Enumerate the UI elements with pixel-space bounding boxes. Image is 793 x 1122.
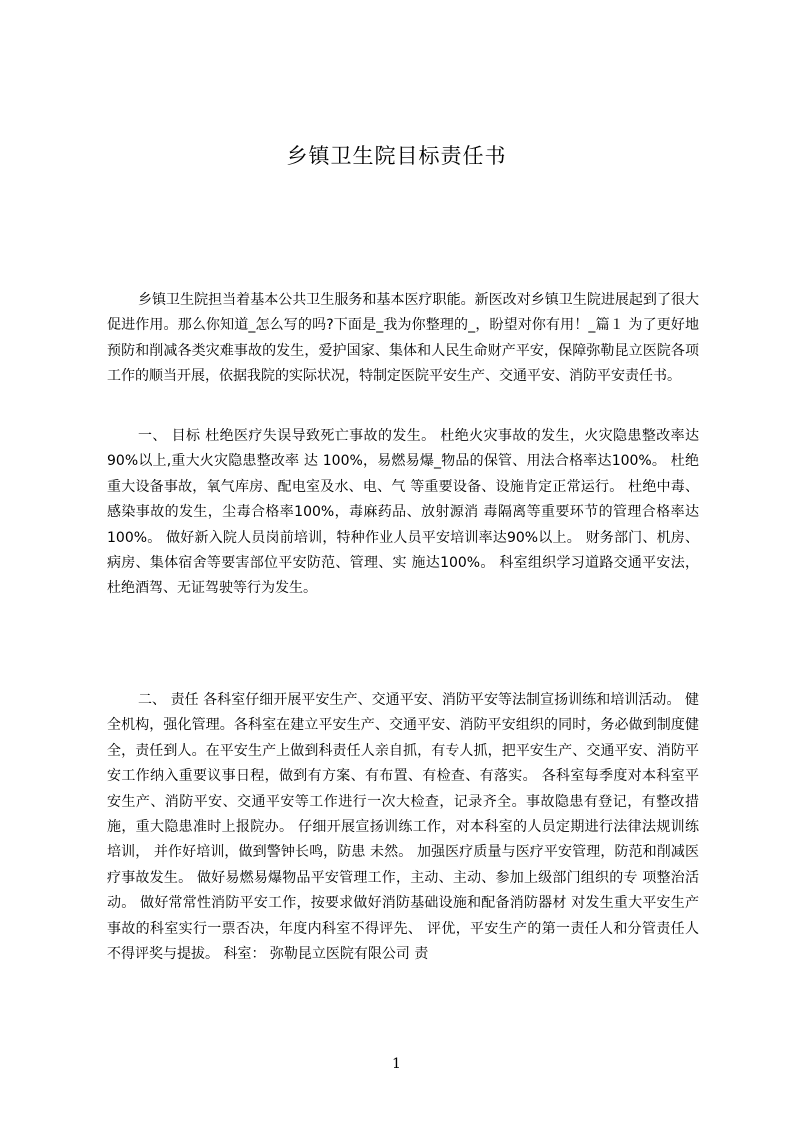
intro-paragraph: 乡镇卫生院担当着基本公共卫生服务和基本医疗职能。新医改对乡镇卫生院进展起到了很大促进作用。那么你知道_怎么写的吗?下面是_我为你整理的_，盼望对你有用！_篇１ 为了更好地预防和削减各类灾难事故的发生，爱护国家、集体和人民生命财产平安，保障弥勒昆立医院各项工作的顺当开展，依据我院的实际状况，特制定医院平安生产、交通平安、消防平安责任书。	[107, 292, 699, 385]
page-number: 1	[392, 1056, 401, 1072]
document-title: 乡镇卫生院目标责任书	[286, 144, 507, 168]
responsibility-paragraph: 二、 责任 各科室仔细开展平安生产、交通平安、消防平安等法制宣扬训练和培训活动。 健全机构，强化管理。各科室在建立平安生产、交通平安、消防平安组织的同时，务必做到制度健全，责任到人。在平安生产上做到科责任人亲自抓，有专人抓，把平安生产、交通平安、消防平安工作纳入重要议事日程，做到有方案、有布置、有检查、有落实。 各科室每季度对本科室平安生产、消防平安、交通平安等工作进行一次大检查，记录齐全。事故隐患有登记，有整改措施，重大隐患准时上报院办。 仔细开展宣扬训练工作，对本科室的人员定期进行法律法规训练培训， 并作好培训，做到警钟长鸣，防患 未然。 加强医疗质量与医疗平安管理，防范和削减医疗事故发生。 做好易燃易爆物品平安管理工作，主动、主动、参加上级部门组织的专 项整治活动。 做好常常性消防平安工作，按要求做好消防基础设施和配备消防器材 对发生重大平安生产事故的科室实行一票否决，年度内科室不得评先、 评优，平安生产的第一责任人和分管责任人不得评奖与提拔。 科室： 弥勒昆立医院有限公司 责	[107, 692, 699, 963]
goals-paragraph: 一、 目标 杜绝医疗失误导致死亡事故的发生。 杜绝火灾事故的发生，火灾隐患整改率达90%以上,重大火灾隐患整改率 达 100%，易燃易爆_物品的保管、用法合格率达100%。 杜绝重大设备事故，氧气库房、配电室及水、电、气 等重要设备、设施肯定正常运行。 杜绝中毒、感染事故的发生，尘毒合格率100%，毒麻药品、放射源消 毒隔离等重要环节的管理合格率达100%。 做好新入院人员岗前培训，特种作业人员平安培训率达90%以上。 财务部门、机房、病房、集体宿舍等要害部位平安防范、管理、实 施达100%。 科室组织学习道路交通平安法，杜绝酒驾、无证驾驶等行为发生。	[107, 428, 699, 597]
